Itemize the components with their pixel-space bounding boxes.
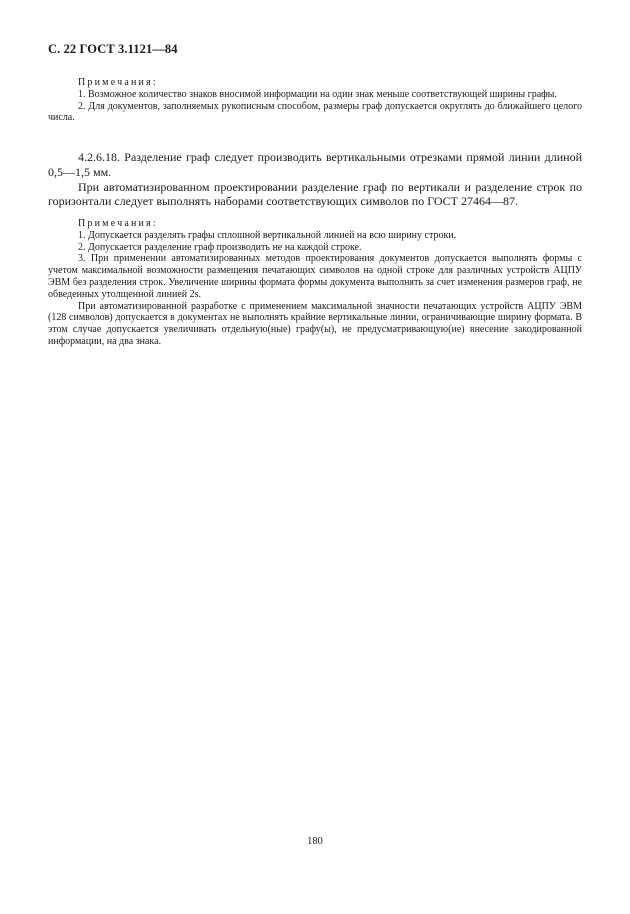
note-item: 2. Допускается разделение граф производить не на каждой строке.: [78, 241, 362, 253]
notes-title: Примечания:: [78, 77, 158, 88]
notes-block-2: [48, 218, 582, 348]
page-header: С. 22 ГОСТ 3.1121—84: [48, 42, 178, 56]
paragraph: 4.2.6.18. Разделение граф следует производить вертикальными отрезками прямой линии длиной 0,5—1,5 мм.: [48, 150, 582, 179]
note-item: 2. Для документов, заполняемых рукописным способом, размеры граф допускается округлять до ближайшего целого числа.: [48, 100, 582, 124]
paragraph: При автоматизированном проектировании разделение граф по вертикали и разделение строк по горизонтали следует выполнять наборами соответствующих символов по ГОСТ 27464—87.: [48, 179, 582, 209]
note-item: При автоматизированной разработке с применением максимальной значности печатающих устройств АЦПУ ЭВМ (128 символов) допускается в документах не выполнять крайние вертикальные линии, ограничивающие ширину формата. В этом случае допускается увеличивать отдельную(ные) графу(ы), не предусматривающую(ие) внесение закодированной информации, на два знака.: [48, 300, 582, 347]
notes-block-1: [48, 77, 582, 124]
notes-title: Примечания:: [78, 218, 158, 229]
page-number: 180: [307, 836, 323, 847]
note-item: 1. Возможное количество знаков вносимой информации на один знак меньше соответствующей ширины графы.: [78, 88, 557, 100]
note-item: 1. Допускается разделять графы сплошной вертикальной линией на всю ширину строки.: [78, 229, 457, 241]
note-item: 3. При применении автоматизированных методов проектирования документов допускается выполнять формы с учетом максимальной возможности размещения печатающих символов на одной строке для различных устройств АЦПУ ЭВМ без разделения строк. Увеличение ширины формата формы документа выполнять за счет изменения размеров граф, не обведенных утолщенной линией 2s.: [48, 253, 582, 300]
main-text: [48, 150, 582, 209]
